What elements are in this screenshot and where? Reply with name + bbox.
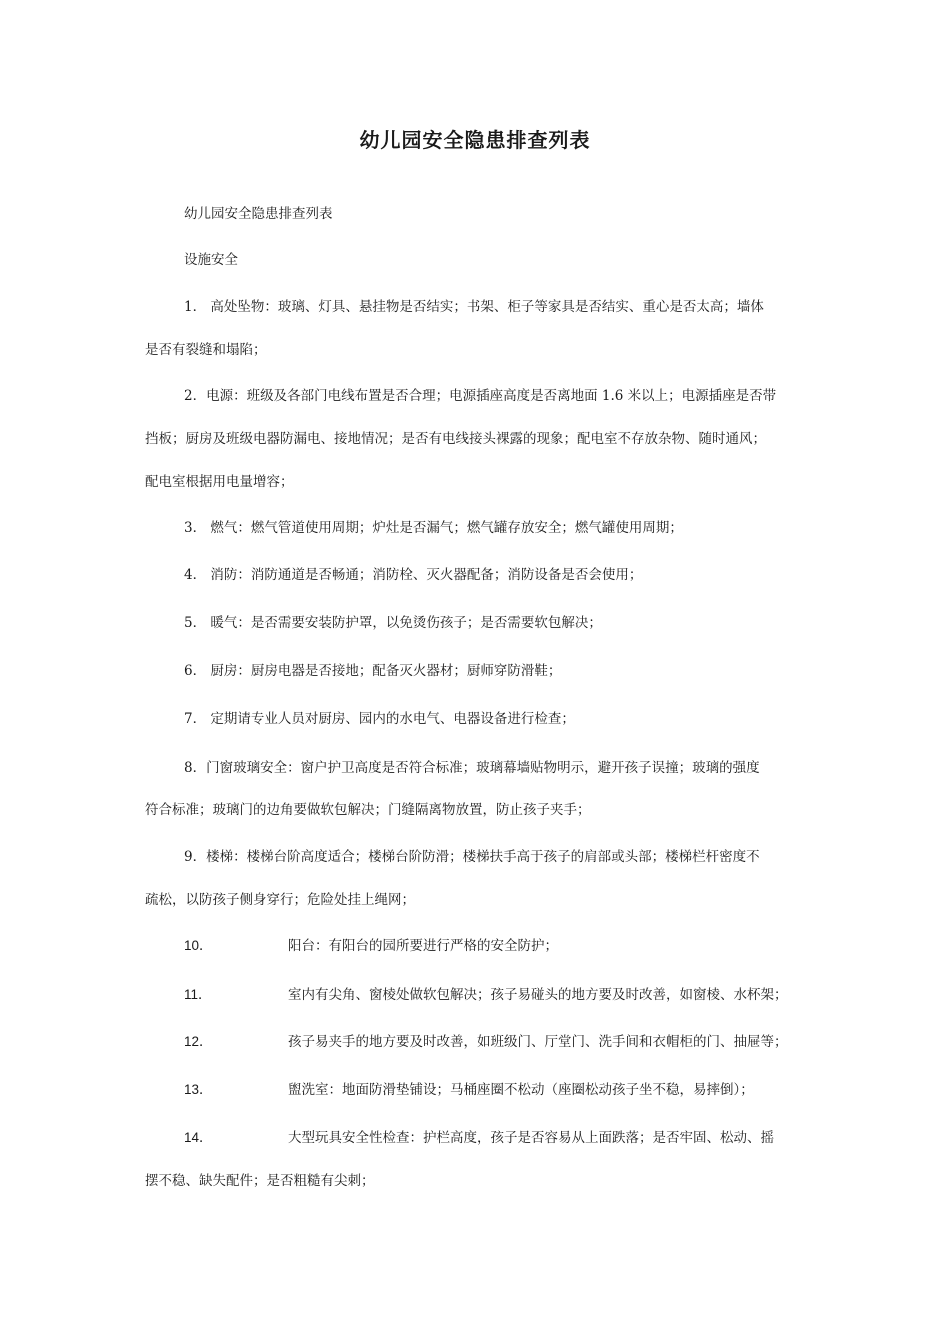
- paragraph-5: 5． 暖气：是否需要安装防护罩，以免烫伤孩子；是否需要软包解决；: [184, 615, 602, 631]
- paragraph-1-line-1: 1． 高处坠物：玻璃、灯具、悬挂物是否结实；书架、柜子等家具是否结实、重心是否太高；墙体: [184, 299, 764, 315]
- paragraph-8-line-2: 符合标准；玻璃门的边角要做软包解决；门缝隔离物放置，防止孩子夹手；: [145, 802, 591, 818]
- item-number: 10．: [184, 938, 213, 953]
- paragraph-9-line-1: 9．楼梯：楼梯台阶高度适合；楼梯台阶防滑；楼梯扶手高于孩子的肩部或头部；楼梯栏杆密度不: [184, 849, 760, 865]
- item-number: 14．: [184, 1130, 213, 1145]
- paragraph-2-line-3: 配电室根据用电量增容；: [145, 474, 294, 490]
- paragraph-2-line-1: 2．电源：班级及各部门电线布置是否合理；电源插座高度是否离地面 1.6 米以上；电源插座是否带: [184, 388, 777, 404]
- paragraph-6: 6． 厨房：厨房电器是否接地；配备灭火器材；厨师穿防滑鞋；: [184, 663, 562, 679]
- paragraph-9-line-2: 疏松，以防孩子侧身穿行；危险处挂上绳网；: [145, 892, 415, 908]
- section-heading: 设施安全: [184, 252, 238, 268]
- paragraph-4: 4． 消防：消防通道是否畅通；消防栓、灭火器配备；消防设备是否会使用；: [184, 567, 643, 583]
- item-text: 室内有尖角、窗棱处做软包解决；孩子易碰头的地方要及时改善，如窗棱、水杯架；: [288, 987, 788, 1003]
- paragraph-7: 7． 定期请专业人员对厨房、园内的水电气、电器设备进行检查；: [184, 711, 575, 727]
- item-text: 孩子易夹手的地方要及时改善，如班级门、厅堂门、洗手间和衣帽柜的门、抽屉等；: [288, 1034, 788, 1050]
- paragraph-3: 3． 燃气：燃气管道使用周期；炉灶是否漏气；燃气罐存放安全；燃气罐使用周期；: [184, 520, 683, 536]
- item-number: 11．: [184, 987, 212, 1002]
- paragraph-2-line-2: 挡板；厨房及班级电器防漏电、接地情况；是否有电线接头裸露的现象；配电室不存放杂物、随时通风；: [145, 431, 766, 447]
- item-number: 12．: [184, 1034, 213, 1049]
- paragraph-1-line-2: 是否有裂缝和塌陷；: [145, 342, 267, 358]
- item-text: 盥洗室：地面防滑垫铺设；马桶座圈不松动（座圈松动孩子坐不稳，易摔倒）；: [288, 1082, 754, 1098]
- item-number: 13．: [184, 1082, 213, 1097]
- item-text: 阳台：有阳台的园所要进行严格的安全防护；: [288, 938, 558, 954]
- paragraph-8-line-1: 8．门窗玻璃安全：窗户护卫高度是否符合标准；玻璃幕墙贴物明示，避开孩子误撞；玻璃的强度: [184, 760, 760, 776]
- subtitle: 幼儿园安全隐患排查列表: [184, 206, 333, 222]
- item-14-continuation: 摆不稳、缺失配件；是否粗糙有尖刺；: [145, 1173, 375, 1189]
- item-text: 大型玩具安全性检查：护栏高度，孩子是否容易从上面跌落；是否牢固、松动、摇: [288, 1130, 774, 1146]
- page-title: 幼儿园安全隐患排查列表: [359, 128, 591, 152]
